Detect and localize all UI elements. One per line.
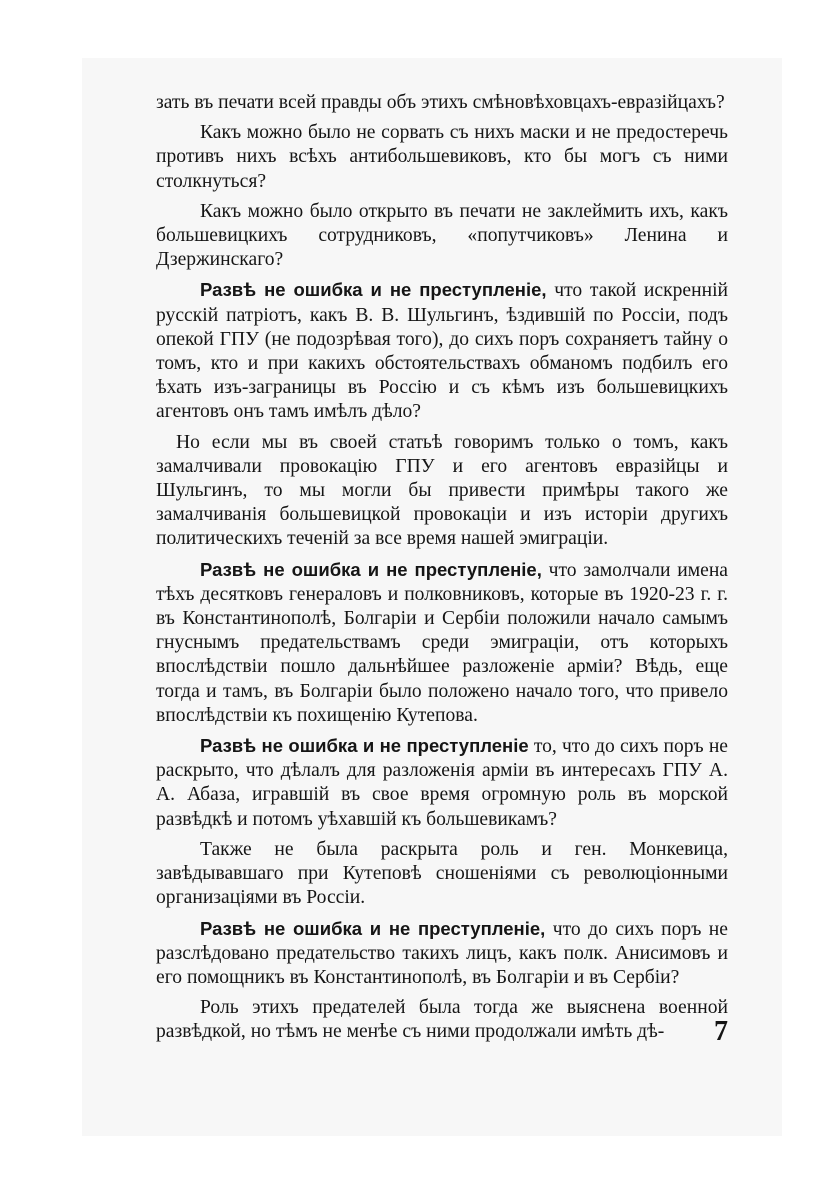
page-number: 7 xyxy=(714,1016,728,1047)
paragraph-4-text: что такой искренній русскій патріотъ, какъ В. В. Шульгинъ, ѣздившій по Россіи, подъ опекой ГПУ (не подозрѣвая того), до сихъ поръ сохраняетъ тайну о томъ, кто и при какихъ обстоятельствахъ обманомъ подбилъ его ѣхать изъ-заграницы въ Россію и съ кѣмъ изъ большевицкихъ агентовъ онъ тамъ имѣлъ дѣло? xyxy=(156,280,728,423)
paragraph-7-emphasis: Развѣ не ошибка и не преступленіе xyxy=(200,735,529,757)
paragraph-3 xyxy=(156,200,728,273)
paragraph-9-emphasis: Развѣ не ошибка и не преступленіе, xyxy=(200,917,546,939)
paragraph-10-text: Роль этихъ предателей была тогда же выяснена военной развѣдкой, но тѣмъ не менѣе съ ними продолжали имѣть дѣ- xyxy=(156,997,728,1043)
paragraph-5-text: Но если мы въ своей статьѣ говоримъ только о томъ, какъ замалчивали провокацію ГПУ и его агентовъ евразійцы и Шульгинъ, то мы могли бы привести примѣры такого же замалчиванія большевицкой провокаціи и изъ исторіи другихъ политическихъ теченій за все время нашей эмиграціи. xyxy=(156,431,728,550)
paragraph-2-text: Какъ можно было не сорвать съ нихъ маски и не предостеречь противъ нихъ всѣхъ антибольшевиковъ, кто бы могъ съ ними столкнуться? xyxy=(156,122,728,192)
paragraph-1 xyxy=(156,91,728,115)
paragraph-4-emphasis: Развѣ не ошибка и не преступленіе, xyxy=(200,279,547,301)
paragraph-7 xyxy=(156,734,728,832)
paragraph-5 xyxy=(156,431,728,552)
paragraph-6-emphasis: Развѣ не ошибка и не преступленіе, xyxy=(200,558,542,580)
paragraph-9 xyxy=(156,917,728,991)
paragraph-8-text: Также не была раскрыта роль и ген. Монкевица, завѣдывавшаго при Кутеповѣ сношеніями съ революціонными организаціями въ Россіи. xyxy=(156,838,728,909)
paragraph-8 xyxy=(156,838,728,911)
body-text xyxy=(156,91,728,1051)
paragraph-6-text: что замолчали имена тѣхъ десятковъ генераловъ и полковниковъ, которые въ 1920-23 г. г. въ Константинополѣ, Болгаріи и Сербіи положили начало самымъ гнуснымъ предательствамъ среди эмиграціи, отъ которыхъ впослѣдствіи пошло дальнѣйшее разложеніе арміи? Вѣдь, еще тогда и тамъ, въ Болгаріи было положено начало того, что привело впослѣдствіи къ похищенію Кутепова. xyxy=(156,559,729,726)
paragraph-3-text: Какъ можно было открыто въ печати не заклеймить ихъ, какъ большевицкихъ сотрудниковъ, «попутчиковъ» Ленина и Дзержинскаго? xyxy=(156,200,728,271)
paragraph-9-text: что до сихъ поръ не разслѣдовано предательство такихъ лицъ, какъ полк. Анисимовъ и его помощникъ въ Константинополѣ, въ Болгаріи и въ Сербіи? xyxy=(156,918,728,988)
paragraph-10 xyxy=(156,996,728,1044)
paragraph-4 xyxy=(156,278,728,424)
paragraph-6 xyxy=(156,558,728,728)
paragraph-1-text: зать въ печати всей правды объ этихъ смѣновѣховцахъ-евразійцахъ? xyxy=(156,92,725,113)
paragraph-7-text: то, что до сихъ поръ не раскрыто, что дѣлалъ для разложенія арміи въ интересахъ ГПУ А. А. Абаза, игравшій въ свое время огромную роль въ морской развѣдкѣ и потомъ уѣхавшій къ большевикамъ? xyxy=(156,736,729,830)
paragraph-2 xyxy=(156,121,728,194)
